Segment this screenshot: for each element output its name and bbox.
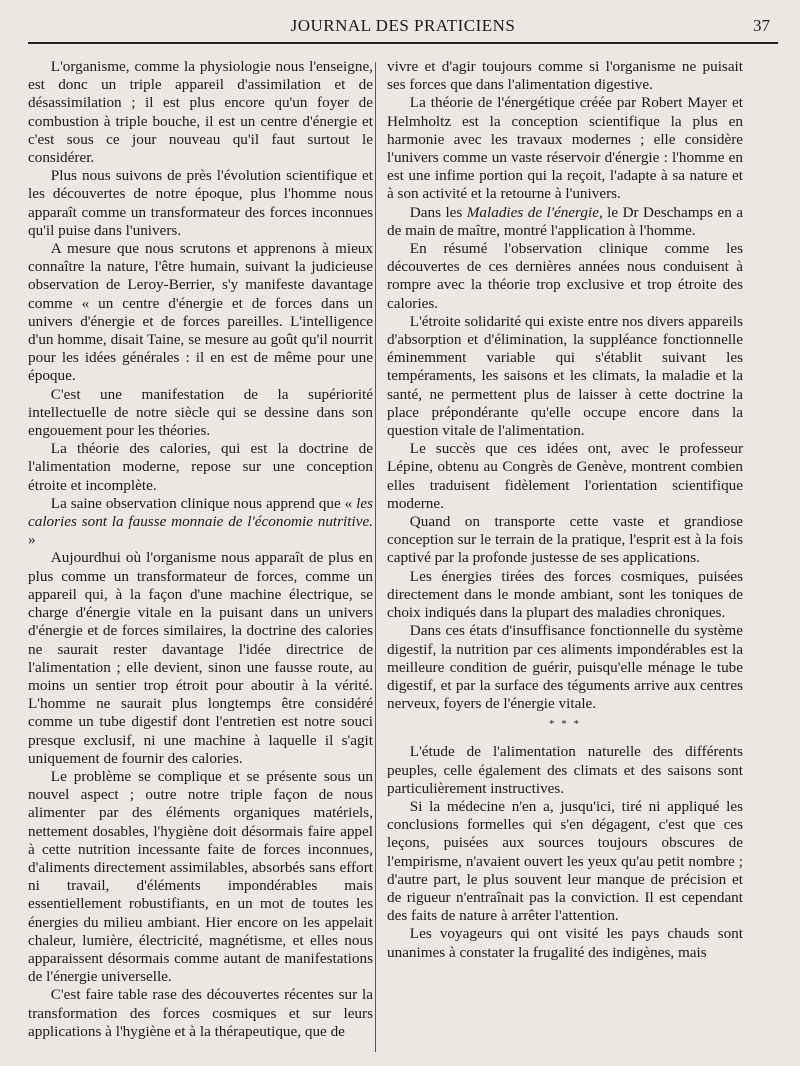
paragraph: Dans ces états d'insuffisance fonctionnelle du système digestif, la nutrition par ces aliments impondérables est la meilleure condition de guérir, puisqu'elle ménage le tube digestif, et par la surface des téguments arrive aux centres nerveux, foyers de l'énergie vitale.: [387, 622, 743, 713]
paragraph: Aujourdhui où l'organisme nous apparaît de plus en plus comme un transformateur de forces, comme un appareil qui, à la façon d'une machine électrique, se charge d'énergie vitale en la puisant dans un univers d'énergie et de forces similaires, la doctrine des calories ne saurait rester davantage l'idée directrice de l'alimentation ; elle devient, sinon une fausse route, au moins un sentier trop étroit pour aboutir à la vérité. L'homme ne saurait plus longtemps être considéré comme un tube digestif dont l'entretien est notre souci presque exclusif, ni une machine à laquelle il s'agit uniquement de fournir des calories.: [28, 549, 373, 767]
paragraph: La théorie des calories, qui est la doctrine de l'alimentation moderne, repose sur une conception étroite et incomplète.: [28, 440, 373, 494]
header-rule: [28, 42, 778, 44]
paragraph: A mesure que nous scrutons et apprenons à mieux connaître la nature, l'être humain, suivant la judicieuse observation de Leroy-Berrier, s'y manifeste davantage comme « un centre d'énergie et de forces dans un univers d'énergie et de forces pareilles. L'intelligence d'un homme, disait Taine, se mesure au goût qu'il nourrit pour les idées générales : il en est de même pour une époque.: [28, 240, 373, 385]
paragraph-continuation: vivre et d'agir toujours comme si l'organisme ne puisait ses forces que dans l'alimentation digestive.: [387, 58, 743, 94]
paragraph: L'étude de l'alimentation naturelle des différents peuples, celle également des climats et des saisons sont particulièrement instructives.: [387, 743, 743, 797]
paragraph: C'est une manifestation de la supériorité intellectuelle de notre siècle qui se dessine dans son engouement pour les théories.: [28, 385, 373, 440]
paragraph: En résumé l'observation clinique comme les découvertes de ces dernières années nous conduisent à rompre avec la théorie trop exclusive et trop étroite des calories.: [387, 240, 743, 312]
right-column: [387, 58, 743, 962]
column-divider: [375, 62, 376, 1052]
paragraph: C'est faire table rase des découvertes récentes sur la transformation des forces cosmiques et sur leurs applications à l'hygiène et à la thérapeutique, que de: [28, 986, 373, 1040]
running-head: [28, 14, 778, 38]
paragraph: [387, 204, 743, 240]
text-run: »: [28, 531, 36, 549]
paragraph: Les énergies tirées des forces cosmiques, puisées directement dans le monde ambiant, sont les toniques de choix indiqués dans la plupart des maladies chroniques.: [387, 567, 743, 622]
paragraph: Quand on transporte cette vaste et grandiose conception sur le terrain de la pratique, l'esprit est à la fois captivé par la profonde justesse de ses applications.: [387, 513, 743, 567]
left-column: [28, 58, 373, 1041]
paragraph: L'organisme, comme la physiologie nous l'enseigne, est donc un triple appareil d'assimilation et de désassimilation ; il est plus encore qu'un foyer de combustion à triple bouche, il est un centre d'énergie et c'est sous ce jour nouveau qu'il faut surtout le considérer.: [28, 58, 373, 167]
paragraph: Si la médecine n'en a, jusqu'ici, tiré ni appliqué les conclusions formelles qui s'en dégagent, c'est que ces leçons, puisées aux sources toujours obscures de l'empirisme, n'avaient ouvert les yeux qu'au petit nombre ; d'autre part, le plus souvent leur manque de précision et de rigueur n'entraînait pas la conviction. Il est cependant des faits de nature à arrêter l'attention.: [387, 797, 743, 925]
text-run: le Dr Deschamps en a de main de maître, montré l'application à l'homme.: [387, 203, 744, 239]
paragraph: Plus nous suivons de près l'évolution scientifique et les découvertes de notre époque, plus l'homme nous apparaît comme un transformateur des forces inconnues qu'il puise dans l'univers.: [28, 167, 373, 239]
page-number: 37: [753, 16, 770, 35]
paragraph: Le problème se complique et se présente sous un nouvel aspect ; outre notre triple façon de nous alimenter par des éléments organiques matériels, nettement dosables, l'hygiène doit désormais faire appel à cette nutrition incessante faite de forces inconnues, d'aliments directement assimilables, absorbés sans effort ni travail, d'éléments impondérables mais essentiellement robustifiants, en un mot de toutes les énergies du milieu ambiant. Hier encore on les appelait chaleur, lumière, électricité, magnétisme, et elles nous apparaissent désormais comme autant de manifestations de l'énergie universelle.: [28, 767, 373, 986]
text-run: La saine observation clinique nous apprend que «: [50, 494, 357, 512]
paragraph: La théorie de l'énergétique créée par Robert Mayer et Helmholtz est la conception scientifique la plus en harmonie avec les travaux modernes ; elle considère l'univers comme un vaste réservoir d'énergie : l'homme en est une infime portion qui la reçoit, l'adapte à sa nature et à son activité et la retourne à l'univers.: [387, 94, 743, 203]
book-title-italic: Maladies de l'énergie,: [466, 203, 603, 221]
paragraph: L'étroite solidarité qui existe entre nos divers appareils d'absorption et d'élimination, la suppléance fonctionnelle éminemment variable qui s'établit suivant les tempéraments, les saisons et les climats, la maladie et la santé, ne permettent plus de laisser à cette doctrine la place prépondérante qu'elle occupe encore dans la question vitale de l'alimentation.: [387, 312, 743, 440]
paragraph: Le succès que ces idées ont, avec le professeur Lépine, obtenu au Congrès de Genève, montrent combien elles traduisent fidèlement l'orientation scientifique moderne.: [387, 440, 743, 512]
quotation-italic: les calories sont la fausse monnaie de l'économie nutritive.: [28, 494, 373, 531]
paragraph: [28, 495, 373, 550]
journal-title: JOURNAL DES PRATICIENS: [290, 16, 516, 35]
text-run: Dans les: [409, 203, 467, 221]
paragraph: Les voyageurs qui ont visité les pays chauds sont unanimes à constater la frugalité des indigènes, mais: [387, 925, 743, 961]
section-separator: * * *: [549, 718, 581, 731]
